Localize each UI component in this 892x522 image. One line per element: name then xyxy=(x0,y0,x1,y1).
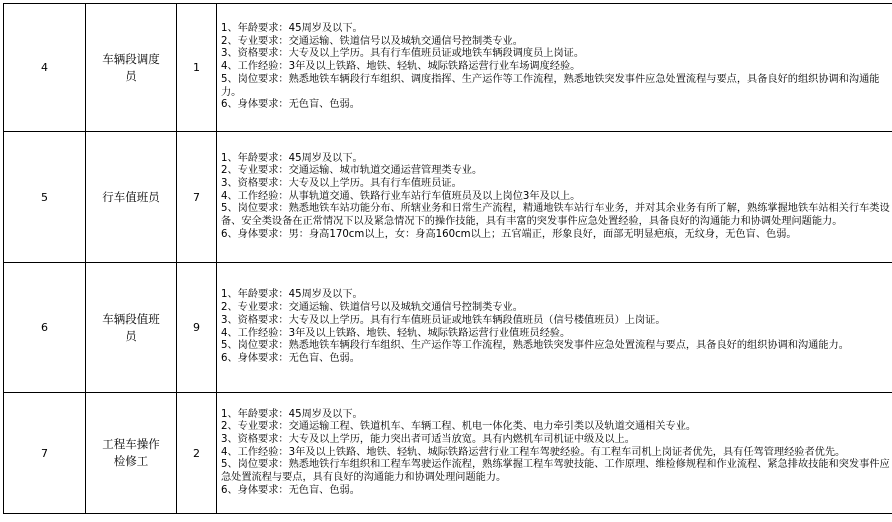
position-name: 行车值班员 xyxy=(102,189,160,204)
row-number: 7 xyxy=(4,393,86,514)
requirement-line: 2、专业要求：交通运输工程、铁道机车、车辆工程、机电一体化类、电力牵引类以及轨道交通相关专业。 xyxy=(221,421,697,433)
position-name: 工程车操作检修工 xyxy=(102,437,160,468)
requirements-cell xyxy=(217,393,892,514)
requirements-cell xyxy=(217,263,892,393)
positions-table xyxy=(3,3,892,514)
requirement-line: 2、专业要求：交通运输、铁道信号以及城轨交通信号控制类专业。 xyxy=(221,35,523,47)
requirement-line: 3、资格要求：大专及以上学历，能力突出者可适当放宽。具有内燃机车司机证中级及以上。 xyxy=(221,433,635,445)
requirement-line: 1、年龄要求：45周岁及以下。 xyxy=(221,23,363,35)
requirement-line: 1、年龄要求：45周岁及以下。 xyxy=(221,408,363,420)
requirement-line: 5、岗位要求：熟悉地铁车辆段行车组织、生产运作等工作流程，熟悉地铁突发事件应急处置流程与要点，具备良好的组织协调和沟通能力。 xyxy=(221,340,849,352)
row-number: 6 xyxy=(4,263,86,393)
headcount: 1 xyxy=(177,4,217,132)
row-number: 5 xyxy=(4,132,86,263)
requirement-line: 3、资格要求：大专及以上学历。具有行车值班员证。 xyxy=(221,177,462,189)
position-name: 车辆段调度员 xyxy=(102,51,160,83)
requirements-cell xyxy=(217,132,892,263)
position-name: 车辆段值班员 xyxy=(102,311,160,343)
headcount: 9 xyxy=(177,263,217,393)
table-row xyxy=(4,132,892,263)
requirement-line: 5、岗位要求：熟悉地铁行车组织和工程车驾驶运作流程，熟练掌握工程车驾驶技能、工作原理、维检修规程和作业流程、紧急排故技能和突发事件应急处置流程与要点，具有良好的沟通能力和协调处理问题能力。 xyxy=(221,459,890,484)
requirement-line: 4、工作经验：3年及以上铁路、地铁、轻轨、城际铁路运营行业值班员经验。 xyxy=(221,327,571,339)
requirement-line: 5、岗位要求：熟悉地铁车站功能分布、所辖业务和日常生产流程，精通地铁车站行车业务，并对其余业务有所了解，熟练掌握地铁车站相关行车类设备、安全类设备在正常情况下以及紧急情况下的操作技能，具有丰富的突发事件应急处置经验，具备良好的沟通能力和协调处理问题能力。 xyxy=(221,203,890,228)
requirement-line: 2、专业要求：交通运输、城市轨道交通运营管理类专业。 xyxy=(221,165,483,177)
requirement-line: 1、年龄要求：45周岁及以下。 xyxy=(221,289,363,301)
requirements-cell xyxy=(217,4,892,132)
table-row xyxy=(4,4,892,132)
requirement-line: 6、身体要求：男：身高170cm以上，女：身高160cm以上；五官端正，形象良好，面部无明显疤痕，无纹身，无色盲、色弱。 xyxy=(221,228,797,240)
table-row xyxy=(4,263,892,393)
requirement-line: 6、身体要求：无色盲、色弱。 xyxy=(221,99,360,111)
row-number: 4 xyxy=(4,4,86,132)
requirement-line: 4、工作经验：3年及以上铁路、地铁、轻轨、城际铁路运营行业车场调度经验。 xyxy=(221,61,581,73)
requirement-line: 5、岗位要求：熟悉地铁车辆段行车组织、调度指挥、生产运作等工作流程，熟悉地铁突发事件应急处置流程与要点，具备良好的组织协调和沟通能力。 xyxy=(221,73,880,98)
requirement-line: 3、资格要求：大专及以上学历。具有行车值班员证或地铁车辆段调度员上岗证。 xyxy=(221,48,585,60)
requirement-line: 6、身体要求：无色盲、色弱。 xyxy=(221,352,360,364)
requirement-line: 6、身体要求：无色盲、色弱。 xyxy=(221,484,360,496)
requirement-line: 3、资格要求：大专及以上学历。具有行车值班员证或地铁车辆段值班员（信号楼值班员）上岗证。 xyxy=(221,314,666,326)
requirement-line: 1、年龄要求：45周岁及以下。 xyxy=(221,152,363,164)
headcount: 7 xyxy=(177,132,217,263)
requirement-line: 4、工作经验：从事轨道交通、铁路行业车站行车值班员及以上岗位3年及以上。 xyxy=(221,190,581,202)
headcount: 2 xyxy=(177,393,217,514)
table-row xyxy=(4,393,892,514)
requirement-line: 2、专业要求：交通运输、铁道信号以及城轨交通信号控制类专业。 xyxy=(221,302,523,314)
requirement-line: 4、工作经验：3年及以上铁路、地铁、轻轨、城际铁路运营行业工程车驾驶经验。有工程车司机上岗证者优先，具有任驾管理经验者优先。 xyxy=(221,446,846,458)
